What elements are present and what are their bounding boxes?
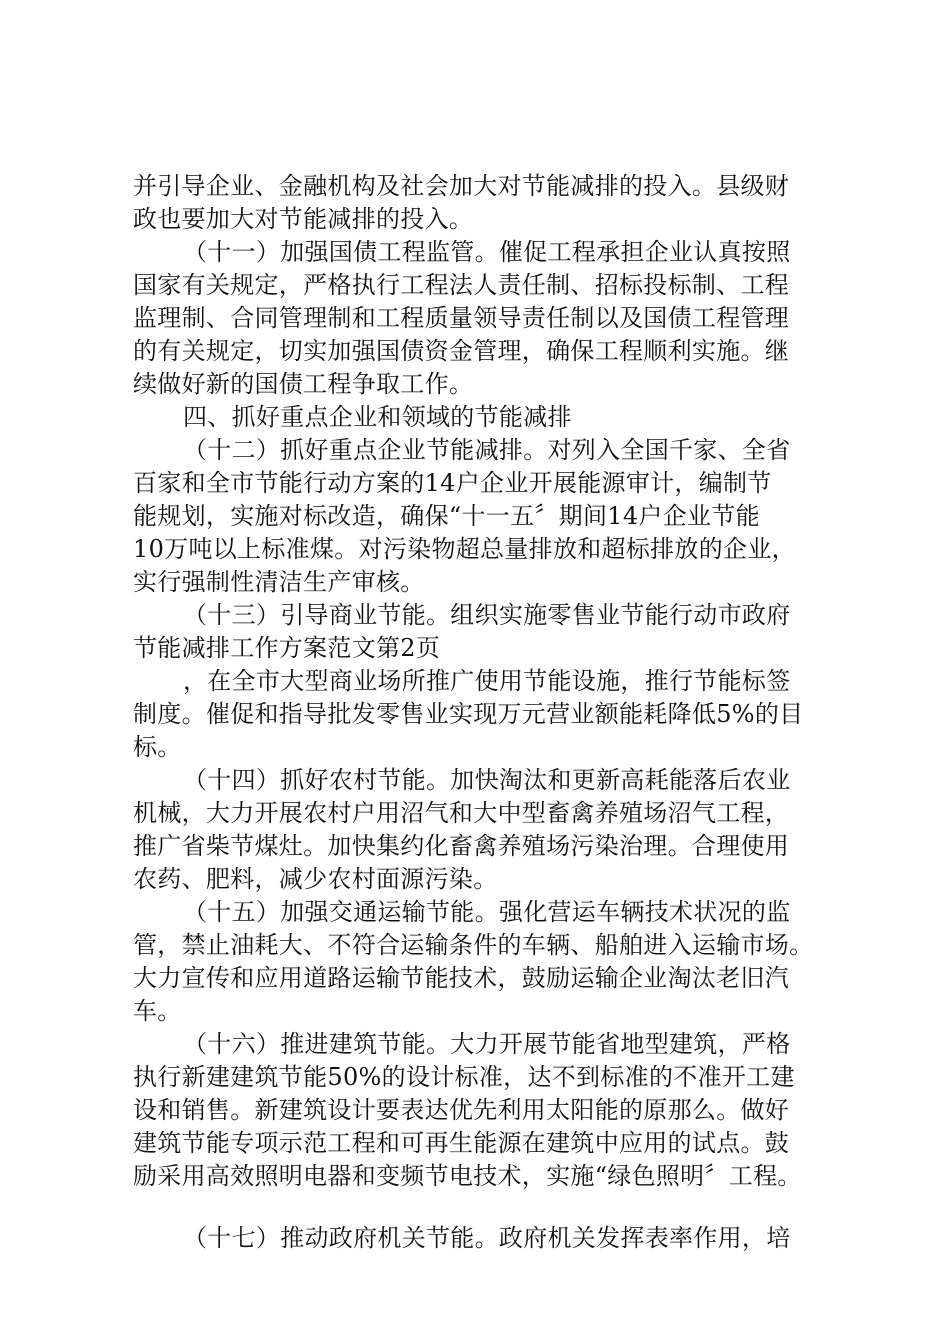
- text-line: 设和销售。新建筑设计要表达优先利用太阳能的原那么。做好: [133, 1096, 790, 1124]
- paragraph-heading-line: （十三）引导商业节能。组织实施零售业节能行动市政府: [183, 601, 791, 629]
- paragraph-heading-line: （十五）加强交通运输节能。强化营运车辆技术状况的监: [183, 898, 791, 926]
- text-line: 实行强制性清洁生产审核。: [133, 568, 425, 596]
- text-line: 监理制、合同管理制和工程质量领导责任制以及国债工程管理: [133, 304, 790, 332]
- text-line: 管，禁止油耗大、不符合运输条件的车辆、船舶进入运输市场。: [133, 931, 814, 959]
- text-line: 标。: [133, 733, 182, 761]
- paragraph-heading-line: （十四）抓好农村节能。加快淘汰和更新高耗能落后农业: [183, 766, 791, 794]
- text-line: 机械，大力开展农村户用沼气和大中型畜禽养殖场沼气工程，: [133, 799, 790, 827]
- paragraph-heading-line: （十七）推动政府机关节能。政府机关发挥表率作用，培: [183, 1224, 791, 1252]
- text-line: 执行新建建筑节能50%的设计标准，达不到标准的不准开工建: [133, 1063, 795, 1091]
- section-heading: 四、抓好重点企业和领域的节能减排: [183, 403, 572, 431]
- text-line: 大力宣传和应用道路运输节能技术，鼓励运输企业淘汰老旧汽: [133, 964, 790, 992]
- text-line: 能规划，实施对标改造，确保“十一五〞期间14户企业节能: [133, 502, 760, 530]
- text-line: 并引导企业、金融机构及社会加大对节能减排的投入。县级财: [133, 172, 790, 200]
- text-line: 续做好新的国债工程争取工作。: [133, 370, 474, 398]
- text-line: 制度。催促和指导批发零售业实现万元营业额能耗降低5%的目: [133, 700, 804, 728]
- text-line: 励采用高效照明电器和变频节电技术，实施“绿色照明〞工程。: [133, 1162, 802, 1190]
- text-line: 节能减排工作方案范文第2页: [133, 634, 441, 662]
- text-line: ，在全市大型商业场所推广使用节能设施，推行节能标签: [183, 667, 791, 695]
- text-line: 国家有关规定，严格执行工程法人责任制、招标投标制、工程: [133, 271, 790, 299]
- text-line: 建筑节能专项示范工程和可再生能源在建筑中应用的试点。鼓: [133, 1129, 790, 1157]
- text-line: 10万吨以上标准煤。对污染物超总量排放和超标排放的企业，: [133, 535, 796, 563]
- paragraph-heading-line: （十二）抓好重点企业节能减排。对列入全国千家、全省: [183, 436, 791, 464]
- text-line: 政也要加大对节能减排的投入。: [133, 205, 474, 233]
- text-line: 农药、肥料，减少农村面源污染。: [133, 865, 498, 893]
- text-line: 百家和全市节能行动方案的14户企业开展能源审计，编制节: [133, 469, 772, 497]
- text-line: 的有关规定，切实加强国债资金管理，确保工程顺利实施。继: [133, 337, 790, 365]
- paragraph-heading-line: （十六）推进建筑节能。大力开展节能省地型建筑，严格: [183, 1030, 791, 1058]
- text-line: 车。: [133, 997, 182, 1025]
- paragraph-heading-line: （十一）加强国债工程监管。催促工程承担企业认真按照: [183, 238, 791, 266]
- text-line: 推广省柴节煤灶。加快集约化畜禽养殖场污染治理。合理使用: [133, 832, 790, 860]
